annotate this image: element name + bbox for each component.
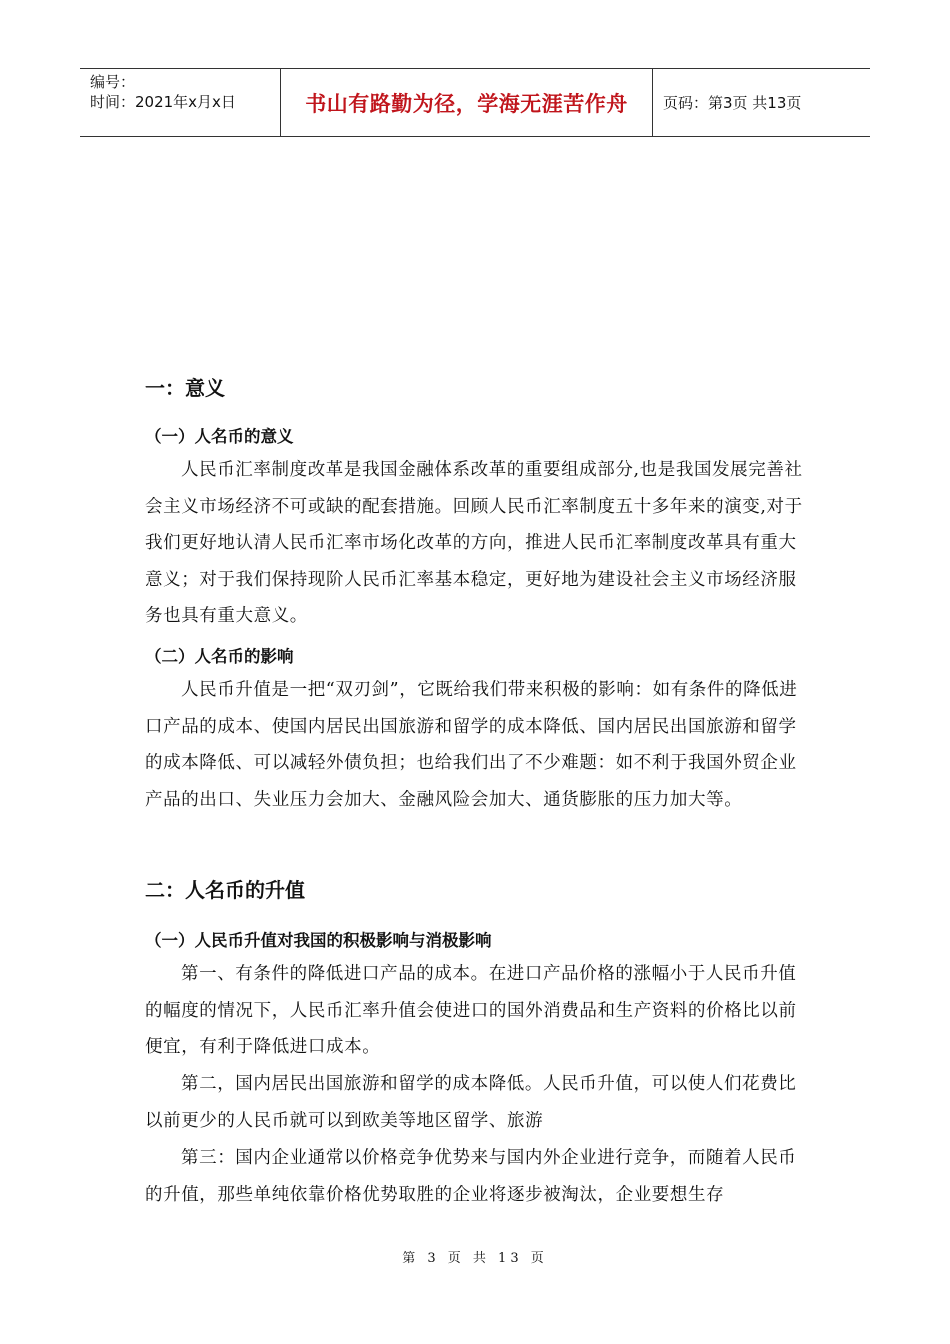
section-2-1-paragraph-2: 第二，国内居民出国旅游和留学的成本降低。人民币升值，可以使人们花费比以前更少的人民币就可以到欧美等地区留学、旅游 — [145, 1074, 797, 1131]
header-meta — [80, 69, 281, 136]
section-1-1-paragraph: 人民币汇率制度改革是我国金融体系改革的重要组成部分,也是我国发展完善社会主义市场经济不可或缺的配套措施。回顾人民币汇率制度五十多年来的演变,对于我们更好地认清人民币汇率市场化改革的方向，推进人民币汇率制度改革具有重大意义；对于我们保持现阶人民币汇率基本稳定，更好地为建设社会主义市场经济服务也具有重大意义。 — [145, 460, 803, 626]
number-label: 编号： — [90, 73, 136, 91]
section-1-1-title: （一）人名币的意义 — [145, 427, 294, 446]
section-2-1-paragraph-3: 第三：国内企业通常以价格竞争优势来与国内外企业进行竞争，而随着人民币的升值，那些单纯依靠价格优势取胜的企业将逐步被淘汰，企业要想生存 — [145, 1148, 797, 1205]
section-2-1-paragraph-1: 第一、有条件的降低进口产品的成本。在进口产品价格的涨幅小于人民币升值的幅度的情况下，人民币汇率升值会使进口的国外消费品和生产资料的价格比以前便宜，有利于降低进口成本。 — [145, 964, 797, 1057]
page-header — [80, 68, 870, 137]
section-1-2-title: （二）人名币的影响 — [145, 647, 294, 666]
section-2-1-title: （一）人民币升值对我国的积极影响与消极影响 — [145, 931, 492, 950]
date-label: 时间：2021年x月x日 — [90, 93, 236, 111]
section-1-2-paragraph: 人民币升值是一把“双刃剑”，它既给我们带来积极的影响：如有条件的降低进口产品的成本、使国内居民出国旅游和留学的成本降低、国内居民出国旅游和留学的成本降低、可以减轻外债负担；也给我们出了不少难题：如不利于我国外贸企业产品的出口、失业压力会加大、金融风险会加大、通货膨胀的压力加大等。 — [145, 680, 798, 810]
section-2-title: 二：人名币的升值 — [145, 878, 305, 902]
section-1-title: 一：意义 — [145, 376, 225, 400]
header-motto: 书山有路勤为径，学海无涯苦作舟 — [281, 69, 653, 136]
page-footer: 第 3 页 共 13 页 — [402, 1251, 548, 1266]
header-page-info: 页码：第3页 共13页 — [663, 94, 802, 112]
